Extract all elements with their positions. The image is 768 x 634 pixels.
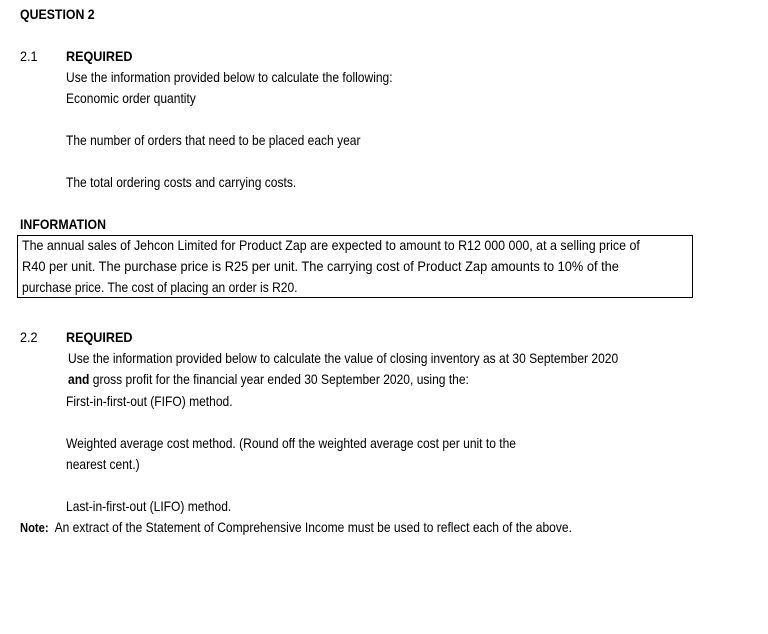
information-line-2: R40 per unit. The purchase price is R25 per unit. The carrying cost of Product Zap amounts to 10% of the xyxy=(22,258,619,274)
information-line-1: The annual sales of Jehcon Limited for Product Zap are expected to amount to R12 000 000, at a selling price of xyxy=(22,237,640,253)
section-number-2-2: 2.2 xyxy=(20,329,38,345)
information-heading: INFORMATION xyxy=(20,216,107,232)
section-2-2-intro-line-2 xyxy=(68,371,469,387)
section-number-2-1: 2.1 xyxy=(20,48,38,64)
section-2-1-heading: REQUIRED xyxy=(66,48,133,64)
section-2-1-item-orders: The number of orders that need to be placed each year xyxy=(66,132,361,148)
note-label: Note: xyxy=(20,520,49,535)
question-title: QUESTION 2 xyxy=(20,6,95,22)
note-line xyxy=(20,519,572,535)
section-2-2-heading: REQUIRED xyxy=(66,329,133,345)
section-2-2-item-fifo: First-in-first-out (FIFO) method. xyxy=(66,393,233,409)
section-2-1-intro: Use the information provided below to calculate the following: xyxy=(66,69,393,85)
section-2-2-item-lifo: Last-in-first-out (LIFO) method. xyxy=(66,498,232,514)
section-2-2-item-weighted: Weighted average cost method. (Round off the weighted average cost per unit to the xyxy=(66,435,517,451)
section-2-1-item-eoq: Economic order quantity xyxy=(66,90,196,106)
note-text: An extract of the Statement of Comprehensive Income must be used to reflect each of the above. xyxy=(54,519,572,535)
and-emphasis: and xyxy=(68,371,90,387)
section-2-1-item-costs: The total ordering costs and carrying costs. xyxy=(66,174,297,190)
information-line-3: purchase price. The cost of placing an order is R20. xyxy=(22,279,298,295)
section-2-2-item-weighted-cont: nearest cent.) xyxy=(66,456,140,472)
section-2-2-intro-line-1: Use the information provided below to calculate the value of closing inventory as at 30 September 2020 xyxy=(68,350,619,366)
intro-line-2-rest: gross profit for the financial year ended 30 September 2020, using the: xyxy=(89,371,469,387)
information-box xyxy=(17,235,693,298)
